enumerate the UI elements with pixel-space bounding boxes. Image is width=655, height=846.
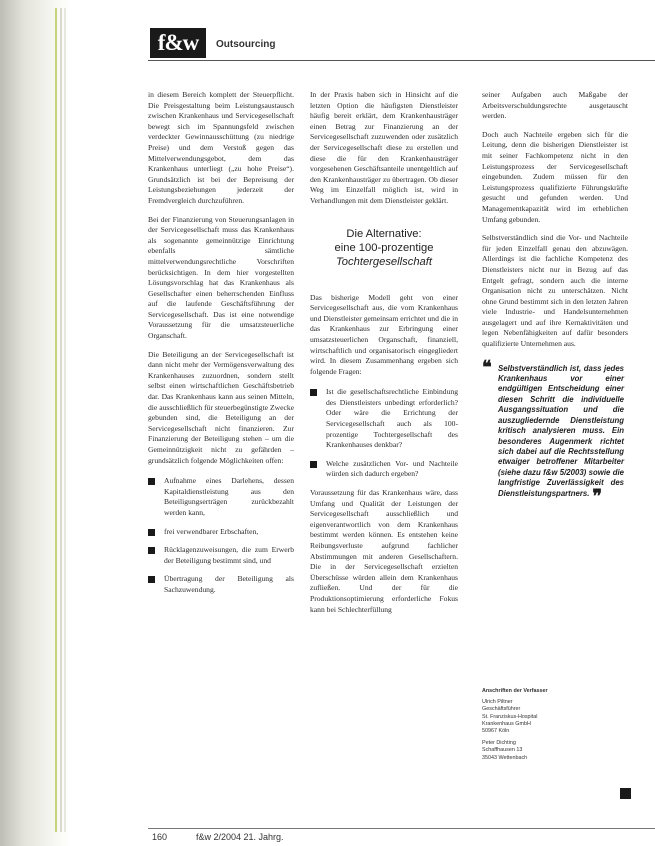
quote-close-icon: ❞ [592,485,603,506]
bullet-item: Ist die gesellschaftsrechtliche Einbindung des Dienstleisters unbedingt erforderlich? Oder wäre die Errichtung der Servicegesellschaft auch als 100-prozentige Tochtergesellschaft des Krankenhauses denkbar? [310,387,458,451]
paragraph: Voraussetzung für das Krankenhaus wäre, dass Umfang und Qualität der Leistungen der Servicegesellschaft ausschließlich und eigenverantwortlich von dem Krankenhaus bestimmt werden können. Es entstehen keine Reibungsverluste aufgrund fachlicher Abstimmungen mit anderen Gesellschaftern. Die in der Servicegesellschaft erzielten Überschüsse würden allein dem Krankenhaus zufließen. Und der für die Produktionsoptimierung erforderliche Fokus kann bei Schlechterfüllung [310,488,458,614]
paragraph: Doch auch Nachteile ergeben sich für die Leitung, denn die bisherigen Dienstleister ist mit seiner Fachkompetenz nicht in den Leistungsprozess der Servicegesellschaft eingebunden. Zudem müssen für den Leistungsprozess qualifizierte Führungskräfte gesucht und gefunden werden. Und Managementkapazität wird im erheblichen Umfang gebunden. [482,129,628,224]
quote-open-icon: ❝ [482,356,492,377]
header-rule [148,60,655,61]
paragraph: Bei der Finanzierung von Steuerungsanlagen in der Servicegesellschaft muss das Krankenhaus als sogenannte gemeinnützige Einrichtung ebenfalls sämtliche mittelverwendungsrechtliche Vorschriften berücksichtigen. In dem hier vorgestellten Lösungsvorschlag hat das Krankenhaus als Gesellschafter einen beherrschenden Einfluss auf die laufende Geschäftsführung der Servicegesellschaft. Das ist eine notwendige Voraussetzung für die umsatzsteuerliche Organschaft. [148,214,294,341]
page-edge-stripe [64,8,66,832]
journal-logo: f&w [150,28,206,58]
contact-heading: Anschriften der Verfasser [482,688,548,694]
pull-quote-text: Selbstverständlich ist, dass jedes Krankenhaus vor einer endgültigen Entscheidung einer diesen Schritt die individuelle Ausgangssituation und die auszugliedernde Dienstleistung kritisch analysieren muss. Ein besonderes Augenmerk richtet sich dabei auf die Rechtsstellung etwaiger betroffener Mitarbeiter (siehe dazu f&w 5/2003) sowie die langfristige Zuverlässigkeit des Dienstleistungspartners. [498,363,624,498]
contact-line: Schaffhausen 13 [482,747,523,754]
book-page-edge [0,0,70,846]
paragraph: Das bisherige Modell geht von einer Servicegesellschaft aus, die vom Krankenhaus und Dienstleister gemeinsam errichtet und die in das Krankenhaus zur Erbringung einer umsatzsteuerlichen Organschaft, finanziell, wirtschaftlich und organisatorisch eingegliedert wird. In diesem Zusammenhang ergeben sich folgende Fragen: [310,292,458,376]
text-column-2 [310,90,458,623]
subheadline-line: eine 100-prozentige [334,241,434,254]
contact-line: 50967 Köln [482,728,510,735]
bullet-item: Übertragung der Beteiligung als Sachzuwendung. [148,574,294,595]
bullet-item: Welche zusätzlichen Vor- und Nachteile würden sich dadurch ergeben? [310,459,458,480]
bullet-item: Aufnahme eines Darlehens, dessen Kapitaldienstleistung aus den Beteiligungserträgen zurückbezahlt werden kann, [148,476,294,518]
paragraph: In der Praxis haben sich in Hinsicht auf die letzten Option die häufigsten Dienstleister häufig bereit erklärt, dem Krankenhausträger einen Betrag zur Finanzierung an der Servicegesellschaft zuzuwenden oder zusätzlich der Servicegesellschaft diese zu erstellen und diese die für den Krankenhausträger vorgesehenen Geschäftsanteile unentgeltlich auf den Krankenhausträger zu übertragen. Ob dieser Weg im Einzelfall möglich ist, wird in Verhandlungen mit dem Dienstleister geklärt. [310,90,458,205]
contact-block [482,740,612,762]
paragraph: seiner Aufgaben auch Maßgabe der Arbeitsverschuldungsrechte ausgetauscht werden. [482,90,628,121]
contact-block [482,699,612,735]
bullet-item: frei verwendbarer Erbschaften, [148,527,294,538]
end-of-article-square-icon [620,788,631,799]
contact-line: St. Franziskus-Hospital [482,713,538,720]
section-title: Outsourcing [216,39,276,50]
subheadline-line: Tochtergesellschaft [336,255,432,268]
page-edge-stripe [60,8,62,832]
contact-line: Krankenhaus GmbH [482,720,531,727]
page-edge-stripe [55,8,57,832]
paragraph: Die Beteiligung an der Servicegesellschaft ist dann nicht mehr der Vermögensverwaltung des Krankenhauses zuzuordnen, sondern stellt selbst einen wirtschaftlichen Geschäftsbetrieb dar. Das Krankenhaus kann aus seinen Mitteln, die ausschließlich für steuerbegünstigte Zwecke gebunden sind, die Beteiligung an der Servicegesellschaft nicht finanzieren. Zur Finanzierung der Beteiligung stehen – um die Gemeinnützigkeit nicht zu gefährden – grundsätzlich folgende Möglichkeiten offen: [148,349,294,465]
contact-line: Geschäftsführer [482,706,521,713]
publication-info: f&w 2/2004 21. Jahrg. [196,832,284,842]
text-column-1 [148,90,294,604]
pull-quote [482,356,628,506]
paragraph: in diesem Bereich komplett der Steuerpflicht. Die Preisgestaltung beim Leistungsaustausch zwischen Krankenhaus und Servicegesellschaft bewegt sich im Spannungsfeld zwischen verdeckter Gewinnausschüttung (zu niedrige Preise) und dem Verstoß gegen das Mittelverwendungsgebot, dem das Krankenhaus unterliegt („zu hohe Preise“). Grundsätzlich ist bei der Bepreisung der Leistungsbeziehungen jederzeit der Fremdvergleich durchzuführen. [148,90,294,205]
subheadline [310,227,458,269]
author-contact [482,688,612,767]
subheadline-line: Die Alternative: [346,227,422,240]
bullet-item: Rücklagenzuweisungen, die zum Erwerb der Beteiligung bestimmt sind, und [148,545,294,566]
text-column-3 [482,90,628,506]
contact-line: 35043 Wettenbach [482,754,528,761]
footer-rule [148,828,655,829]
contact-line: Peter Dichting [482,740,516,747]
paragraph: Selbstverständlich sind die Vor- und Nachteile für jeden Einzelfall genau den abzuwägen. Allerdings ist die fachliche Kompetenz des Dienstleisters nicht nur in Bezug auf das Entgelt gefragt, sondern auch die interne Organisation nicht zu unterschätzen. Nicht ohne Grund bestimmt sich in den letzten Jahren viele Industrie- und Handelsunternehmen ausgelagert und auf ihre Kernaktivitäten und legen Nebenfähigkeiten auf dafür besonders qualifizierte Unternehmen aus. [482,233,628,349]
bullet-list [148,476,294,595]
page-number: 160 [152,832,168,842]
contact-line: Ulrich Piltner [482,699,513,706]
bullet-list [310,387,458,480]
